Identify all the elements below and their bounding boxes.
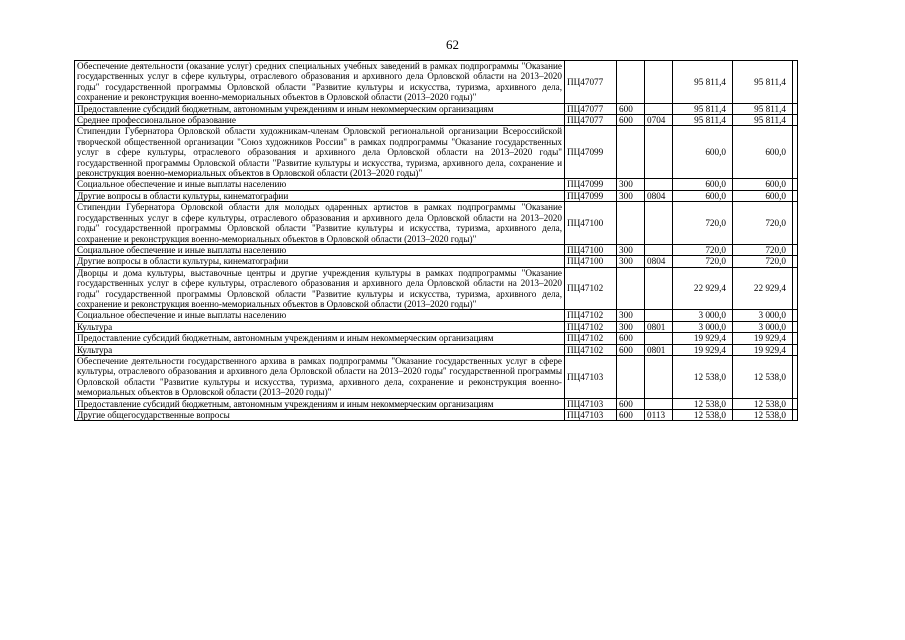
row-name: Другие вопросы в области культуры, кинематографии [75, 256, 565, 267]
row-sum-2: 22 929,4 [733, 267, 793, 310]
row-sum-1: 3 000,0 [673, 321, 733, 332]
row-empty-cell [793, 398, 798, 409]
row-sum-2: 3 000,0 [733, 321, 793, 332]
row-name: Социальное обеспечение и иные выплаты населению [75, 310, 565, 321]
row-expense-type: 300 [617, 310, 645, 321]
row-sum-1: 600,0 [673, 179, 733, 190]
row-sum-1: 95 811,4 [673, 103, 733, 114]
row-sum-1: 600,0 [673, 126, 733, 179]
row-empty-cell [793, 190, 798, 201]
row-target-code: ПЦ47077 [565, 103, 617, 114]
table-row [75, 61, 798, 104]
row-name: Другие вопросы в области культуры, кинематографии [75, 190, 565, 201]
row-empty-cell [793, 321, 798, 332]
row-target-code: ПЦ47103 [565, 398, 617, 409]
row-sum-1: 720,0 [673, 202, 733, 245]
row-target-code: ПЦ47102 [565, 333, 617, 344]
row-empty-cell [793, 410, 798, 421]
row-name: Среднее профессиональное образование [75, 115, 565, 126]
table-row [75, 256, 798, 267]
row-section-code [645, 126, 673, 179]
row-target-code: ПЦ47100 [565, 256, 617, 267]
row-name: Культура [75, 344, 565, 355]
row-sum-2: 95 811,4 [733, 61, 793, 104]
row-expense-type: 600 [617, 344, 645, 355]
row-expense-type [617, 355, 645, 398]
row-sum-2: 720,0 [733, 244, 793, 255]
row-expense-type: 300 [617, 321, 645, 332]
table-row [75, 310, 798, 321]
table-row [75, 179, 798, 190]
row-sum-2: 95 811,4 [733, 115, 793, 126]
row-name: Социальное обеспечение и иные выплаты населению [75, 179, 565, 190]
row-sum-2: 19 929,4 [733, 333, 793, 344]
row-sum-1: 600,0 [673, 190, 733, 201]
row-name: Другие общегосударственные вопросы [75, 410, 565, 421]
row-empty-cell [793, 310, 798, 321]
row-name: Культура [75, 321, 565, 332]
row-empty-cell [793, 244, 798, 255]
row-target-code: ПЦ47100 [565, 244, 617, 255]
row-empty-cell [793, 61, 798, 104]
row-target-code: ПЦ47103 [565, 355, 617, 398]
row-target-code: ПЦ47102 [565, 267, 617, 310]
row-sum-2: 600,0 [733, 179, 793, 190]
row-target-code: ПЦ47103 [565, 410, 617, 421]
row-expense-type [617, 61, 645, 104]
table-row [75, 126, 798, 179]
row-sum-2: 95 811,4 [733, 103, 793, 114]
row-sum-2: 720,0 [733, 202, 793, 245]
row-expense-type [617, 202, 645, 245]
row-section-code [645, 355, 673, 398]
row-expense-type: 600 [617, 410, 645, 421]
table-row [75, 244, 798, 255]
budget-table-body [75, 61, 798, 421]
table-row [75, 398, 798, 409]
row-empty-cell [793, 333, 798, 344]
row-name: Дворцы и дома культуры, выставочные центры и другие учреждения культуры в рамках подпрограммы "Оказание государственных услуг в сфере культуры, отраслевого образования и архивного дела Орловской области на 2013–2020 годы" государственной программы Орловской области "Развитие культуры и искусства, туризма, архивного дела, сохранение и реконструкция военно-мемориальных объектов в Орловской области (2013–2020 годы)" [75, 267, 565, 310]
row-sum-2: 720,0 [733, 256, 793, 267]
row-expense-type: 600 [617, 398, 645, 409]
row-sum-1: 95 811,4 [673, 61, 733, 104]
row-empty-cell [793, 256, 798, 267]
row-name: Обеспечение деятельности (оказание услуг) средних специальных учебных заведений в рамках подпрограммы "Оказание государственных услуг в сфере культуры, отраслевого образования и архивного дела Орловской области на 2013–2020 годы" государственной программы Орловской области "Развитие культуры и искусства, туризма, архивного дела, сохранение и реконструкция военно-мемориальных объектов в Орловской области (2013–2020 годы)" [75, 61, 565, 104]
row-sum-1: 19 929,4 [673, 333, 733, 344]
row-sum-1: 22 929,4 [673, 267, 733, 310]
row-sum-2: 12 538,0 [733, 410, 793, 421]
row-expense-type [617, 267, 645, 310]
row-expense-type: 600 [617, 333, 645, 344]
row-empty-cell [793, 103, 798, 114]
row-target-code: ПЦ47077 [565, 115, 617, 126]
row-section-code [645, 333, 673, 344]
row-expense-type: 300 [617, 179, 645, 190]
table-row [75, 321, 798, 332]
table-row [75, 115, 798, 126]
row-target-code: ПЦ47102 [565, 344, 617, 355]
row-section-code [645, 202, 673, 245]
row-section-code [645, 61, 673, 104]
row-empty-cell [793, 344, 798, 355]
row-name: Стипендии Губернатора Орловской области художникам-членам Орловской региональной организации Всероссийской творческой общественной организации "Союз художников России" в рамках подпрограммы "Оказание государственных услуг в сфере культуры, отраслевого образования и архивного дела Орловской области на 2013–2020 годы" государственной программы Орловской области "Развитие культуры и искусства, туризма, архивного дела, сохранение и реконструкция военно-мемориальных объектов в Орловской области (2013–2020 годы)" [75, 126, 565, 179]
row-section-code [645, 267, 673, 310]
row-name: Социальное обеспечение и иные выплаты населению [75, 244, 565, 255]
row-target-code: ПЦ47077 [565, 61, 617, 104]
row-expense-type [617, 126, 645, 179]
row-section-code: 0804 [645, 256, 673, 267]
row-target-code: ПЦ47102 [565, 321, 617, 332]
table-row [75, 190, 798, 201]
table-row [75, 103, 798, 114]
row-expense-type: 600 [617, 103, 645, 114]
row-sum-1: 12 538,0 [673, 410, 733, 421]
table-row [75, 355, 798, 398]
row-expense-type: 300 [617, 190, 645, 201]
row-target-code: ПЦ47100 [565, 202, 617, 245]
row-target-code: ПЦ47099 [565, 179, 617, 190]
row-sum-1: 12 538,0 [673, 398, 733, 409]
row-expense-type: 300 [617, 256, 645, 267]
table-row [75, 267, 798, 310]
row-section-code [645, 103, 673, 114]
row-sum-1: 95 811,4 [673, 115, 733, 126]
table-row [75, 202, 798, 245]
row-name: Предоставление субсидий бюджетным, автономным учреждениям и иным некоммерческим организациям [75, 398, 565, 409]
budget-table [74, 60, 798, 421]
row-name: Предоставление субсидий бюджетным, автономным учреждениям и иным некоммерческим организациям [75, 333, 565, 344]
row-expense-type: 300 [617, 244, 645, 255]
row-sum-2: 600,0 [733, 126, 793, 179]
row-target-code: ПЦ47099 [565, 126, 617, 179]
row-sum-1: 12 538,0 [673, 355, 733, 398]
row-target-code: ПЦ47099 [565, 190, 617, 201]
row-empty-cell [793, 115, 798, 126]
row-empty-cell [793, 267, 798, 310]
row-section-code: 0801 [645, 344, 673, 355]
table-row [75, 344, 798, 355]
row-section-code [645, 179, 673, 190]
row-sum-2: 600,0 [733, 190, 793, 201]
row-section-code [645, 310, 673, 321]
row-empty-cell [793, 179, 798, 190]
row-name: Стипендии Губернатора Орловской области для молодых одаренных артистов в рамках подпрограммы "Оказание государственных услуг в сфере культуры, отраслевого образования и архивного дела Орловской области на 2013–2020 годы" государственной программы Орловской области "Развитие культуры и искусства, туризма, архивного дела, сохранение и реконструкция военно-мемориальных объектов в Орловской области (2013–2020 годы)" [75, 202, 565, 245]
row-section-code: 0804 [645, 190, 673, 201]
row-target-code: ПЦ47102 [565, 310, 617, 321]
row-section-code: 0704 [645, 115, 673, 126]
row-empty-cell [793, 202, 798, 245]
row-sum-1: 3 000,0 [673, 310, 733, 321]
row-name: Обеспечение деятельности государственного архива в рамках подпрограммы "Оказание государственных услуг в сфере культуры, отраслевого образования и архивного дела Орловской области на 2013–2020 годы" государственной программы Орловской области "Развитие культуры и искусства, туризма, архивного дела, сохранение и реконструкция военно-мемориальных объектов в Орловской области (2013–2020 годы)" [75, 355, 565, 398]
row-sum-2: 19 929,4 [733, 344, 793, 355]
row-section-code: 0801 [645, 321, 673, 332]
page-number: 62 [446, 37, 459, 52]
row-sum-1: 720,0 [673, 244, 733, 255]
row-section-code [645, 244, 673, 255]
row-sum-1: 720,0 [673, 256, 733, 267]
row-section-code [645, 398, 673, 409]
row-section-code: 0113 [645, 410, 673, 421]
row-sum-2: 12 538,0 [733, 398, 793, 409]
row-sum-2: 12 538,0 [733, 355, 793, 398]
row-sum-2: 3 000,0 [733, 310, 793, 321]
table-row [75, 410, 798, 421]
row-expense-type: 600 [617, 115, 645, 126]
row-empty-cell [793, 355, 798, 398]
row-sum-1: 19 929,4 [673, 344, 733, 355]
row-name: Предоставление субсидий бюджетным, автономным учреждениям и иным некоммерческим организациям [75, 103, 565, 114]
table-row [75, 333, 798, 344]
row-empty-cell [793, 126, 798, 179]
